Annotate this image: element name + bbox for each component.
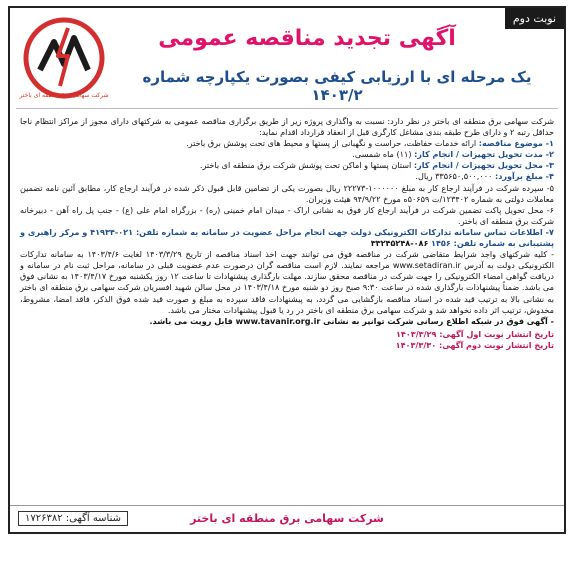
notice-footer [10, 505, 564, 532]
item-location-text: استان پستها و اماکن تحت پوشش شرکت برق منطقه ای باختر. [199, 160, 412, 171]
notice-header [10, 8, 564, 104]
item-duration-text: (۱۱) ماه شمسی. [352, 149, 412, 160]
paragraph-instructions: - کلیه شرکتهای واجد شرایط متقاضی شرکت در مناقصه فوق می توانند جهت اخذ اسناد مناقصه از تاریخ ۱۴۰۳/۳/۲۹ لغایت ۱۴۰۳/۴/۶ به سامانه تدارکات الکترونیکی دولت به آدرس www.setadiran.ir مراجعه نمایند. لازم است مناقصه گران درصورت عدم عضویت قبلی در سامانه، مراحل ثبت نام در سامانه و دریافت گواهی امضاء الکترونیکی را جهت شرکت در مناقصه محقق سازند. مهلت بارگذاری پیشنهادات تا ساعت ۱۲ روز یکشنبه مورخ ۱۴۰۳/۴/۱۷ به نشانی فوق می باشد. ضمناً پیشنهادات بارگذاری شده در ساعت ۹:۳۰ صبح روز دو شنبه مورخ ۱۴۰۳/۴/۱۸ در محل سالن شهید افسریان شرکت سهامی برق منطقه ای باختر به نشانی بالا به ترتیب قید شده در اسناد مناقصه بازگشایی می گردد، به پیشنهادات فاقد سپرده به مبلغ و صورت قید شده فوق الذکر، فاقد امضا، مشروط، مخدوش، ترتیب اثر داده نخواهد شد و شرکت سهامی برق منطقه ای باختر در رد یا قبول پیشنهادات مختار می باشد. [20, 249, 554, 315]
item-estimate-text: ۳۳۵۶۵۰,۵۰۰,۰۰۰ ریال. [415, 171, 493, 182]
header-divider [16, 108, 558, 109]
item-duration-label: ۲- مدت تحویل تجهیزات / انجام کار: [414, 149, 554, 160]
item-delivery: ۶- محل تحویل پاکت تضمین شرکت در فرآیند ارجاع کار فوق به نشانی اراک - میدان امام خمینی (ره) - بزرگراه امام علی (ع) - جنب پل راه آهن - دبیرخانه شرکت برق منطقه ای باختر. [20, 204, 554, 226]
item-location [20, 160, 554, 171]
tender-notice [8, 6, 566, 534]
intro-text: شرکت سهامی برق منطقه ای باختر در نظر دارد: نسبت به واگذاری پروژه زیر از طریق برگزاری مناقصه عمومی به شرکتهای دارای مجوز از مراکز انتظام ناجا حداقل رتبه ۲ و دارای طرح طبقه بندی مشاغل کارگری قبل از انعقاد قرارداد اقدام نماید: [20, 116, 554, 138]
item-subject-text: ارائه خدمات حفاظت، حراست و نگهبانی از پستها و محیط های تحت پوشش برق باختر. [186, 138, 477, 149]
item-contact [20, 227, 554, 249]
item-estimate [20, 171, 554, 182]
notice-body [20, 116, 554, 351]
item-deposit: ۵- سپرده شرکت در فرآیند ارجاع کار به مبلغ ۱۰۰۰۰۰۰-۲۲۲۷۳ ریال بصورت یکی از تضامین قابل قبول ذکر شده در فرآیند ارجاع کار، مطابق آئین نامه تضمین معاملات دولتی به شماره ۱۲۳۴۰۲/ت ۵۰۶۵۹ه مورخ ۹۴/۹/۲۲ هیئت وزیران. [20, 182, 554, 204]
item-duration [20, 149, 554, 160]
paragraph-tavanir: - آگهی فوق در شبکه اطلاع رسانی شرکت توانیر به نشانی www.tavanir.org.ir قابل رویت می باشد. [149, 315, 554, 326]
item-contact-label: ۷- اطلاعات تماس سامانه تدارکات الکترونیکی دولت جهت انجام مراحل عضویت در سامانه به شماره تلفن: ۰۲۱-۴۱۹۳۴ و مرکز راهبری و پشتیبانی به شماره تلفن: ۱۴۵۶ [20, 226, 554, 249]
ad-id: شناسه آگهی: ۱۷۲۶۳۸۲ [18, 511, 128, 526]
item-location-label: ۳- محل تحویل تجهیزات / انجام کار: [413, 160, 554, 171]
item-subject-label: ۱- موضوع مناقصه: [478, 138, 554, 149]
round-tag: نوبت دوم [505, 8, 564, 29]
notice-subtitle: یک مرحله ای با ارزیابی کیفی بصورت یکپارچه شماره ۱۴۰۳/۲ [142, 68, 532, 104]
item-contact-phone: ۰۸۶-۳۳۲۴۵۲۴۸ [370, 238, 429, 249]
second-publication-date: تاریخ انتشار نوبت دوم آگهی: ۱۴۰۳/۳/۳۰ [395, 339, 554, 350]
notice-title: آگهی تجدید مناقصه عمومی [158, 26, 456, 51]
company-logo-icon [22, 16, 106, 100]
publication-dates [20, 329, 554, 351]
item-subject [20, 138, 554, 149]
logo-caption: شرکت سهامی برق منطقه ای باختر [19, 92, 109, 99]
footer-org-name: شرکت سهامی برق منطقه ای باختر [190, 512, 384, 525]
first-publication-date: تاریخ انتشار نوبت اول آگهی: ۱۴۰۳/۳/۲۹ [395, 328, 554, 339]
item-estimate-label: ۴- مبلغ برآورد: [494, 171, 554, 182]
